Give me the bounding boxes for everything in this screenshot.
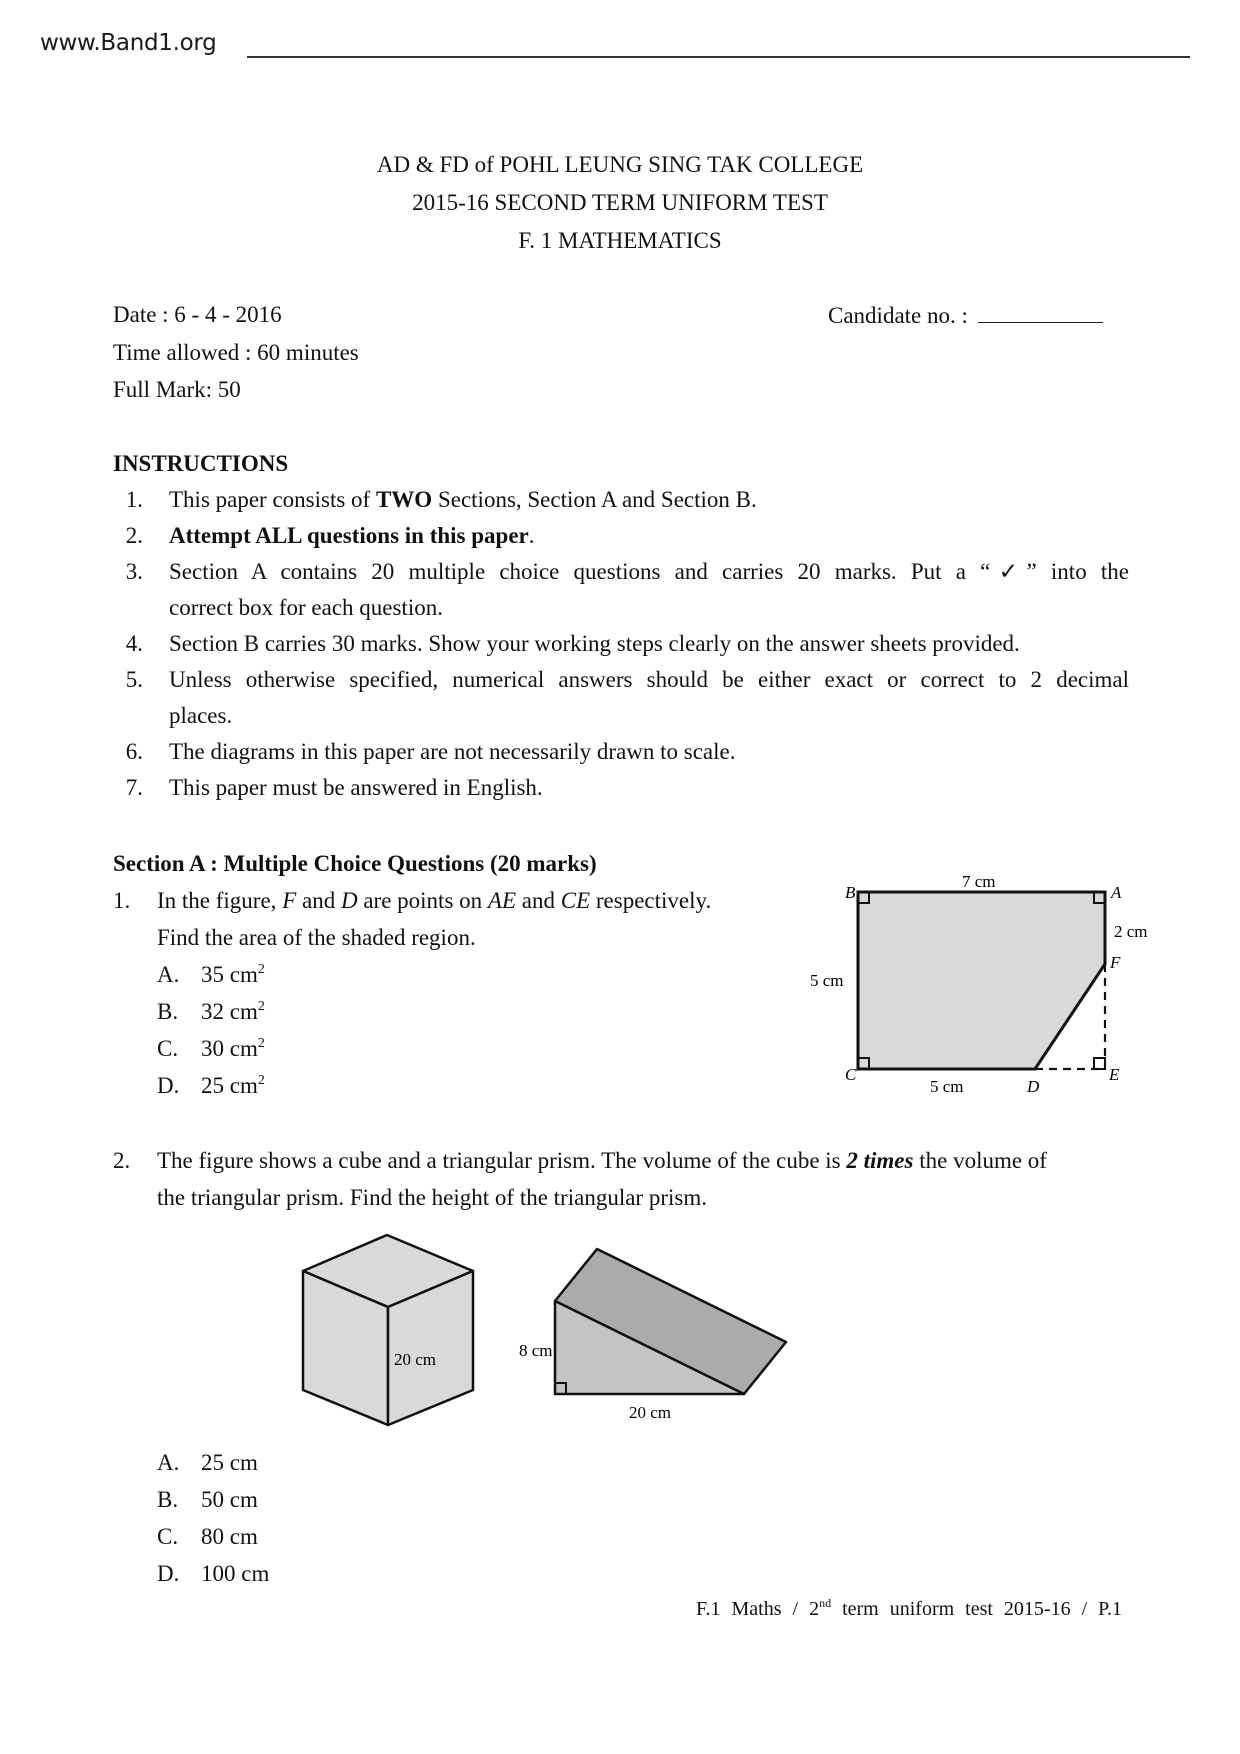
school-name: AD & FD of POHL LEUNG SING TAK COLLEGE [376,152,864,177]
q1-segment-ae: AE [487,888,517,913]
option-label: A. [157,962,180,987]
option-label: B. [157,999,179,1024]
instruction-number: 6. [125,739,143,764]
option-label: B. [157,1487,179,1512]
option-value: 80 cm [201,1524,258,1549]
option-label: C. [157,1524,179,1549]
prism-diagram [519,1249,786,1422]
instruction-number: 1. [125,487,143,512]
instruction-text: Sections, Section A and Section B. [432,487,757,512]
prism-height-label: 8 cm [519,1341,553,1360]
instruction-text: Unless otherwise specified, numerical answers should be either exact or correct to 2 decimal [169,667,1129,692]
option-value: 50 cm [201,1487,258,1512]
length-label-bc: 5 cm [810,971,844,990]
length-label-ba: 7 cm [962,872,996,891]
instruction-text: Section B carries 30 marks. Show your working steps clearly on the answer sheets provided. [169,631,1020,656]
exam-date: Date : 6 - 4 - 2016 [113,302,282,327]
exam-title: 2015-16 SECOND TERM UNIFORM TEST [412,190,828,215]
q2-text-part: The figure shows a cube and a triangular prism. The volume of the cube is [157,1148,847,1173]
option-label: D. [157,1073,180,1098]
right-angle-e-icon [1094,1058,1105,1069]
footer-ordinal: nd [819,1596,832,1610]
point-label-d: D [1027,1077,1040,1096]
instruction-number: 3. [125,559,143,584]
q1-text-part: and [516,888,561,913]
length-label-cd: 5 cm [930,1077,964,1096]
q1-point-f: F [282,888,297,913]
option-value: 100 cm [201,1561,270,1586]
instructions-heading: INSTRUCTIONS [113,451,289,476]
q1-point-d: D [340,888,358,913]
candidate-number-field [828,302,1103,329]
option-value: 30 cm [201,1036,258,1061]
cube-diagram [303,1235,473,1425]
time-allowed: Time allowed : 60 minutes [113,340,359,365]
option-exponent: 2 [257,1036,265,1051]
question-2-number: 2. [113,1148,131,1173]
instruction-emphasis: TWO [375,487,433,512]
option-label: C. [157,1036,179,1061]
q1-text-part: respectively. [590,888,712,913]
instruction-number: 7. [125,775,143,800]
question-2-text [157,1148,1047,1174]
question-1-text [157,888,711,914]
option-value: 35 cm [201,962,258,987]
instruction-text: The diagrams in this paper are not necessarily drawn to scale. [169,739,736,764]
q2-text-part: the volume of [913,1148,1047,1173]
q1-text-part: and [296,888,341,913]
instruction-number: 5. [125,667,143,692]
instruction-number: 2. [125,523,143,548]
length-label-af: 2 cm [1114,922,1148,941]
prism-base-label: 20 cm [629,1403,672,1422]
candidate-number-label: Candidate no. : [828,303,968,328]
option-value: 25 cm [201,1450,258,1475]
instruction-emphasis: Attempt ALL questions in this paper [169,523,529,548]
instruction-text: . [528,523,535,548]
site-watermark: www.Band1.org [40,30,217,56]
q1-text-part: In the figure, [157,888,283,913]
candidate-number-blank[interactable] [978,302,1103,323]
option-exponent: 2 [257,1073,265,1088]
section-a-heading: Section A : Multiple Choice Questions (20 marks) [113,851,597,876]
subject-title: F. 1 MATHEMATICS [518,228,722,253]
option-exponent: 2 [257,962,265,977]
option-label: A. [157,1450,180,1475]
point-label-c: C [845,1065,857,1084]
q1-text-part: are points on [357,888,488,913]
q1-figure [800,860,1180,1110]
q1-segment-ce: CE [560,888,591,913]
instruction-text-continued: places. [169,703,233,728]
q2-figure [290,1230,940,1450]
instruction-text: This paper must be answered in English. [169,775,543,800]
footer-text: term uniform test 2015-16 / P.1 [831,1598,1123,1620]
instruction-text: This paper consists of [169,487,376,512]
option-exponent: 2 [257,999,265,1014]
instruction-text: Section A contains 20 multiple choice questions and carries 20 marks. Put a “✓” into the [169,559,1129,584]
point-label-f: F [1110,953,1121,972]
point-label-a: A [1111,883,1122,902]
instruction-number: 4. [125,631,143,656]
question-1-number: 1. [113,888,131,913]
q2-emphasis: 2 times [846,1148,914,1173]
option-value: 25 cm [201,1073,258,1098]
full-mark: Full Mark: 50 [113,377,241,402]
page-footer [696,1598,1122,1621]
point-label-e: E [1109,1065,1120,1084]
question-1-prompt: Find the area of the shaded region. [157,925,476,950]
instruction-text-continued: correct box for each question. [169,595,443,620]
header-rule [247,56,1190,58]
footer-text: F.1 Maths / 2 [696,1598,820,1620]
point-label-b: B [845,883,856,902]
question-2-prompt: the triangular prism. Find the height of the triangular prism. [157,1185,707,1210]
option-value: 32 cm [201,999,258,1024]
cube-edge-label: 20 cm [394,1350,437,1369]
option-label: D. [157,1561,180,1586]
shaded-region [858,892,1105,1069]
